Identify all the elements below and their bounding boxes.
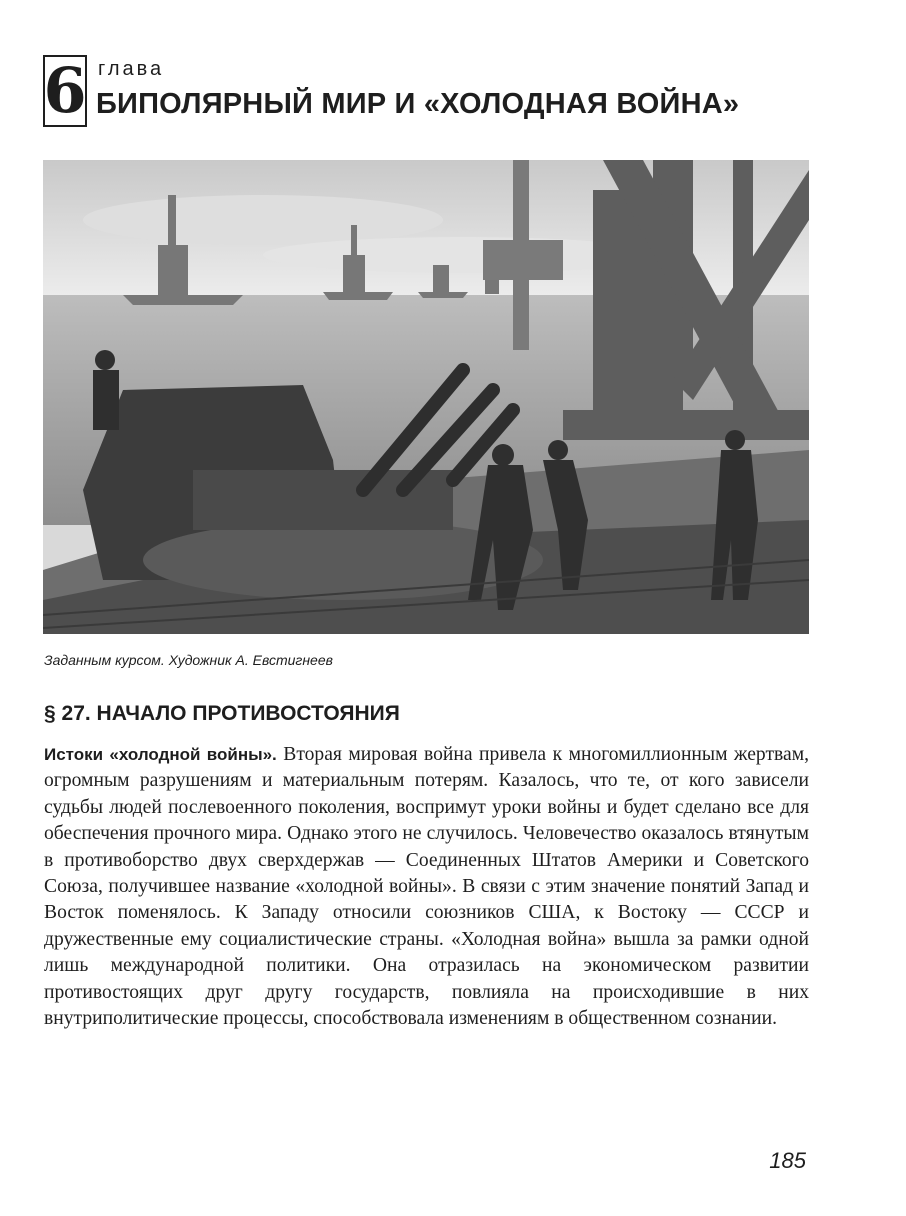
warship-deck-scene [43,160,809,634]
section-body [44,742,809,1032]
body-paragraph: Вторая мировая война привела к многомиллионным жертвам, огромным разрушениям и материальным потерям. Казалось, что те, от кого зависели судьбы людей послевоенного поколения, воспримут уроки войны и будет сделано все для обеспечения прочного мира. Однако этого не случилось. Человечество оказалось втянутым в противоборство двух сверхдержав — Соединенных Штатов Америки и Советского Союза, получившее название «холодной войны». В связи с этим значение понятий Запад и Восток поменялось. К Западу относили союзников США, к Востоку — СССР и дружественные ему социалистические страны. «Холодная война» вышла за рамки одной лишь международной политики. Она отразилась на экономическом развитии противостоящих друг другу государств, повлияла на происходившие в них внутриполитические процессы, способствовала изменениям в общественном сознании. [44,744,809,1030]
page-number: 185 [769,1148,806,1173]
illustration-caption: Заданным курсом. Художник А. Евстигнеев [44,652,333,668]
chapter-title: БИПОЛЯРНЫЙ МИР И «ХОЛОДНАЯ ВОЙНА» [96,88,740,120]
painting-illustration [43,160,809,634]
section-title: § 27. НАЧАЛО ПРОТИВОСТОЯНИЯ [44,702,400,725]
chapter-number: 6 [43,54,87,127]
chapter-label: глава [98,58,165,80]
lead-heading: Истоки «холодной войны». [44,745,277,764]
